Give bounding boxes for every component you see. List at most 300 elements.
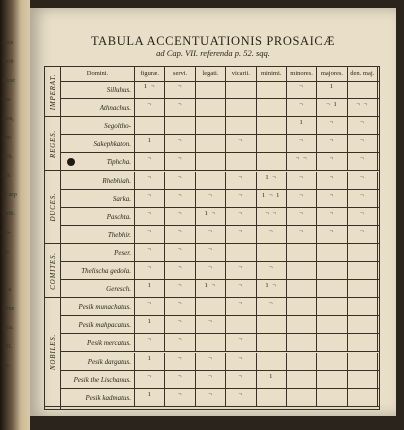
left-page-text-fragment: sbu [2, 97, 11, 103]
accent-mark: ¬ [359, 191, 365, 199]
left-page-text-fragment: VII. [2, 344, 12, 350]
accent-cell [287, 316, 317, 333]
accent-cell [196, 262, 226, 279]
accent-cell [226, 81, 256, 98]
row-name: Thebhir. [61, 226, 135, 243]
accent-cell [196, 298, 226, 315]
accent-mark: ¬ [147, 155, 153, 163]
accent-cell [226, 172, 256, 189]
accent-cell [287, 262, 317, 279]
accent-table [44, 66, 380, 410]
table-row [61, 262, 379, 280]
accent-mark: ¬ [177, 245, 183, 253]
accent-cell [287, 190, 317, 207]
accent-cell [257, 298, 287, 315]
accent-cell [135, 316, 165, 333]
accent-cell [317, 99, 347, 116]
accent-cell [135, 371, 165, 388]
accent-cell [287, 244, 317, 261]
accent-cell [165, 135, 195, 152]
accent-cell [257, 353, 287, 370]
accent-cell [226, 190, 256, 207]
accent-cell [257, 389, 287, 406]
accent-cell [226, 316, 256, 333]
accent-cell [196, 153, 226, 170]
accent-cell [135, 190, 165, 207]
accent-mark: 1 [147, 318, 152, 326]
accent-cell [165, 226, 195, 243]
accent-mark: ¬ [177, 101, 183, 109]
accent-cell [257, 117, 287, 134]
left-page-text-fragment: noce [2, 40, 14, 46]
accent-cell [226, 135, 256, 152]
group-column [45, 67, 61, 409]
accent-mark: ¬ [177, 300, 183, 308]
accent-cell [135, 81, 165, 98]
accent-cell [165, 172, 195, 189]
accent-cell [135, 280, 165, 297]
accent-mark: 1 ¬ [265, 173, 277, 181]
accent-cell [226, 371, 256, 388]
accent-cell [165, 316, 195, 333]
table-row [61, 208, 379, 226]
accent-cell [196, 99, 226, 116]
accent-cell [135, 208, 165, 225]
accent-mark: ¬ [299, 137, 304, 145]
accent-cell [196, 244, 226, 261]
accent-mark: ¬ [268, 264, 274, 271]
accent-cell [196, 389, 226, 406]
accent-cell [348, 244, 378, 261]
accent-cell [165, 244, 195, 261]
accent-mark: ¬ [208, 372, 213, 380]
accent-cell [317, 244, 347, 261]
accent-cell [226, 262, 256, 279]
accent-mark: ¬ [329, 209, 335, 217]
accent-mark: 1 ¬ [204, 282, 217, 290]
accent-cell [135, 153, 165, 170]
table-grid [61, 67, 379, 409]
accent-mark: ¬ [177, 282, 183, 290]
accent-mark: ¬ [177, 390, 183, 398]
accent-cell [257, 244, 287, 261]
accent-mark: ¬ [208, 354, 213, 362]
table-row [61, 172, 379, 190]
group-label [45, 298, 61, 407]
accent-cell [287, 172, 317, 189]
left-page-text-fragment: S. [2, 268, 7, 274]
accent-mark: ¬ [359, 155, 365, 163]
accent-cell [165, 298, 195, 315]
accent-mark: ¬ [238, 191, 244, 199]
accent-cell [348, 99, 378, 116]
accent-mark: ¬ [147, 101, 153, 109]
accent-cell [165, 81, 195, 98]
accent-mark: ¬ [238, 173, 244, 181]
group-label-text: IMPERAT. [49, 73, 57, 110]
accent-cell [196, 117, 226, 134]
accent-cell [196, 208, 226, 225]
accent-cell [257, 172, 287, 189]
accent-cell [287, 371, 317, 388]
accent-cell [287, 81, 317, 98]
accent-mark: ¬ ¬ [265, 209, 278, 217]
accent-cell [348, 135, 378, 152]
accent-cell [348, 316, 378, 333]
left-page-text-fragment: scrib [2, 59, 14, 65]
accent-mark: ¬ [299, 209, 304, 217]
accent-cell [348, 371, 378, 388]
accent-mark: 1 ¬ [143, 83, 156, 90]
accent-mark: 1 [147, 390, 152, 398]
table-row [61, 371, 379, 389]
accent-cell [196, 280, 226, 297]
accent-mark: ¬ [238, 137, 244, 145]
accent-cell [135, 389, 165, 406]
accent-cell [257, 316, 287, 333]
accent-cell [317, 389, 347, 406]
row-name: Pesik munachatus. [61, 298, 135, 315]
accent-mark: ¬ [147, 245, 153, 253]
accent-cell [287, 135, 317, 152]
accent-cell [257, 153, 287, 170]
accent-cell [165, 262, 195, 279]
accent-cell [196, 172, 226, 189]
accent-mark: ¬ [177, 372, 183, 380]
accent-cell [317, 298, 347, 315]
accent-mark: 1 ¬ [204, 209, 217, 217]
accent-cell [257, 135, 287, 152]
accent-cell [226, 334, 256, 351]
accent-cell [165, 334, 195, 351]
accent-cell [348, 117, 378, 134]
accent-mark: ¬ [147, 264, 153, 271]
table-row [61, 99, 379, 117]
accent-cell [226, 226, 256, 243]
table-header-row [61, 67, 379, 82]
row-name: Sarka. [61, 190, 135, 207]
accent-cell [135, 298, 165, 315]
accent-cell [287, 226, 317, 243]
table-subtitle: ad Cap. VII. referenda p. 52. sqq. [156, 48, 270, 58]
accent-mark: ¬ [299, 101, 304, 109]
accent-cell [226, 280, 256, 297]
accent-mark: 1 ¬ [265, 282, 277, 290]
accent-cell [317, 81, 347, 98]
accent-cell [348, 81, 378, 98]
accent-cell [317, 371, 347, 388]
group-label-text: COMITES. [49, 251, 57, 290]
accent-cell [226, 244, 256, 261]
row-name: Pesik mercatus. [61, 334, 135, 351]
table-row [61, 81, 379, 99]
accent-mark: ¬ [147, 336, 153, 344]
accent-mark: ¬ [147, 300, 153, 308]
accent-mark: ¬ [208, 318, 213, 326]
table-row [61, 334, 379, 352]
accent-mark: ¬ [177, 155, 183, 163]
accent-mark: ¬ [359, 119, 365, 127]
table-page [30, 8, 396, 416]
accent-cell [317, 353, 347, 370]
accent-cell [196, 81, 226, 98]
accent-mark: ¬ [238, 264, 244, 271]
accent-mark: ¬ [238, 336, 244, 344]
header-column: minores. [287, 67, 317, 81]
accent-mark: ¬ [177, 191, 183, 199]
left-page-text-fragment: n voc [2, 78, 16, 84]
accent-cell [317, 334, 347, 351]
left-page-text-fragment: iben, [2, 116, 14, 122]
group-label-text: DUCES. [49, 192, 57, 222]
accent-cell [348, 262, 378, 279]
accent-mark: ¬ ¬ [295, 155, 308, 163]
accent-mark: ¬ [177, 336, 183, 344]
accent-cell [226, 99, 256, 116]
table-row [61, 244, 379, 262]
accent-cell [196, 226, 226, 243]
accent-mark: ¬ [329, 119, 335, 127]
accent-mark: ¬ [208, 264, 213, 271]
table-row [61, 226, 379, 244]
accent-cell [226, 208, 256, 225]
header-domini: Domini. [61, 67, 135, 81]
header-column: servi. [165, 67, 195, 81]
accent-cell [165, 99, 195, 116]
accent-mark: ¬ [147, 173, 153, 181]
left-page-text-fragment: ferne [2, 306, 15, 312]
accent-cell [165, 389, 195, 406]
accent-mark: 1 [147, 354, 152, 362]
table-row [61, 353, 379, 371]
accent-mark: ¬ [147, 191, 153, 199]
accent-cell [317, 172, 347, 189]
left-page-text-fragment: Lix [2, 173, 11, 179]
left-page-text-fragment: ba- [2, 249, 10, 255]
accent-cell [135, 262, 165, 279]
group-label [45, 117, 61, 171]
left-page-text-fragment: jam [2, 135, 11, 141]
table-row [61, 153, 379, 171]
left-page-text-fragment: Evib. [2, 211, 15, 217]
header-column: den. maj. [348, 67, 378, 81]
accent-cell [226, 298, 256, 315]
header-column: vicarii. [226, 67, 256, 81]
row-name: Sakephkaton. [61, 135, 135, 152]
accent-cell [348, 353, 378, 370]
accent-cell [196, 190, 226, 207]
accent-cell [135, 172, 165, 189]
accent-mark: ¬ [359, 173, 365, 181]
accent-cell [165, 280, 195, 297]
row-name: Geresch. [61, 280, 135, 297]
accent-mark: ¬ [177, 209, 183, 217]
accent-cell [317, 316, 347, 333]
accent-mark: ¬ ¬ [356, 101, 369, 109]
accent-mark: ¬ [177, 83, 183, 90]
accent-mark: ¬ [208, 191, 213, 199]
row-name: Pesik kadmatus. [61, 389, 135, 406]
accent-mark: ¬ [268, 300, 274, 308]
accent-mark: 1 [147, 282, 152, 290]
accent-cell [196, 371, 226, 388]
accent-mark: ¬ [238, 227, 244, 235]
row-name: Rhebhiah. [61, 172, 135, 189]
table-row [61, 135, 379, 153]
accent-cell [165, 190, 195, 207]
accent-cell [226, 117, 256, 134]
accent-cell [348, 334, 378, 351]
accent-mark: 1 [269, 372, 274, 380]
accent-cell [317, 190, 347, 207]
row-name: Thelischa gedola. [61, 262, 135, 279]
accent-mark: ¬ [177, 264, 183, 271]
row-name: Pesik dargatus. [61, 353, 135, 370]
accent-cell [135, 226, 165, 243]
accent-cell [317, 262, 347, 279]
accent-mark: ¬ [329, 227, 335, 235]
group-label-text: NOBILES. [49, 333, 57, 371]
accent-mark: ¬ [208, 390, 213, 398]
accent-mark: ¬ [299, 191, 304, 199]
left-page-text-fragment: 3 ca. [2, 325, 14, 331]
row-name: Silluhus. [61, 81, 135, 98]
accent-cell [165, 371, 195, 388]
accent-cell [317, 280, 347, 297]
table-row [61, 298, 379, 316]
accent-mark: ¬ [329, 173, 335, 181]
accent-cell [348, 208, 378, 225]
accent-cell [348, 153, 378, 170]
accent-mark: ¬ [238, 354, 244, 362]
accent-cell [226, 389, 256, 406]
accent-mark: ¬ [238, 300, 244, 308]
accent-cell [135, 117, 165, 134]
accent-cell [257, 226, 287, 243]
accent-cell [257, 262, 287, 279]
table-row [61, 117, 379, 135]
accent-cell [317, 153, 347, 170]
accent-mark: ¬ [177, 318, 183, 326]
accent-cell [165, 353, 195, 370]
accent-mark: ¬ [238, 372, 244, 380]
accent-mark: ¬ [329, 137, 335, 145]
accent-cell [135, 353, 165, 370]
accent-cell [196, 135, 226, 152]
row-name: Peser. [61, 244, 135, 261]
left-page-text-fragment: Co- [2, 230, 11, 236]
accent-mark: ¬ [177, 137, 183, 145]
table-row [61, 316, 379, 334]
accent-cell [287, 280, 317, 297]
row-name: Segoltho- [61, 117, 135, 134]
accent-mark: ¬ [359, 209, 365, 217]
accent-mark: ¬ [208, 227, 213, 235]
table-row [61, 280, 379, 298]
accent-mark: ¬ [147, 209, 153, 217]
accent-cell [348, 172, 378, 189]
accent-mark: ¬ [329, 155, 335, 163]
accent-cell [135, 99, 165, 116]
accent-cell [135, 334, 165, 351]
accent-cell [287, 353, 317, 370]
accent-mark: ¬ [238, 282, 244, 290]
left-page-edge [0, 0, 30, 430]
accent-mark: ¬ [208, 245, 213, 253]
accent-cell [317, 226, 347, 243]
accent-mark: ¬ [299, 83, 304, 90]
accent-cell [257, 81, 287, 98]
accent-mark: 1 [329, 83, 335, 90]
row-name: Pesik mahpacatus. [61, 316, 135, 333]
left-page-text-fragment: lsch. [2, 154, 14, 160]
accent-mark: ¬ [359, 227, 365, 235]
accent-mark: ¬ [147, 372, 153, 380]
group-label-text: REGES. [49, 129, 57, 158]
accent-cell [287, 389, 317, 406]
row-name: Athnachus. [61, 99, 135, 116]
accent-cell [226, 153, 256, 170]
left-page-text-fragment: tio- [2, 363, 11, 369]
accent-cell [287, 334, 317, 351]
accent-cell [257, 280, 287, 297]
accent-cell [257, 334, 287, 351]
accent-cell [317, 135, 347, 152]
accent-cell [196, 334, 226, 351]
accent-mark: ¬ [177, 354, 183, 362]
accent-cell [287, 153, 317, 170]
accent-cell [165, 153, 195, 170]
table-row [61, 190, 379, 208]
accent-mark: ¬ [177, 173, 183, 181]
accent-mark: 1 [147, 137, 152, 145]
accent-cell [196, 316, 226, 333]
header-column: majores. [317, 67, 347, 81]
accent-cell [257, 190, 287, 207]
group-label [45, 67, 61, 117]
accent-mark: ¬ [177, 227, 183, 235]
accent-mark: ¬ [299, 227, 304, 235]
accent-cell [226, 353, 256, 370]
accent-cell [317, 208, 347, 225]
group-label [45, 244, 61, 298]
left-page-text-fragment: ac sep [2, 192, 17, 198]
accent-cell [287, 117, 317, 134]
accent-cell [257, 99, 287, 116]
accent-mark: ¬ [329, 191, 335, 199]
accent-cell [135, 135, 165, 152]
row-name: Tiphcha. [61, 153, 135, 170]
accent-mark: ¬ [359, 137, 365, 145]
accent-cell [165, 117, 195, 134]
accent-mark: ¬ [238, 209, 244, 217]
accent-cell [135, 244, 165, 261]
accent-mark: ¬ [299, 173, 304, 181]
row-name: Pesik the Lischanus. [61, 371, 135, 388]
accent-cell [165, 208, 195, 225]
accent-cell [287, 99, 317, 116]
accent-mark: ¬ 1 [326, 101, 338, 109]
left-page-text-fragment: S. u [2, 287, 12, 293]
accent-mark: 1 ¬ 1 [261, 191, 281, 199]
accent-mark: 1 [299, 119, 304, 127]
accent-mark: ¬ [147, 227, 153, 235]
header-column: minimi. [257, 67, 287, 81]
accent-mark: ¬ [268, 227, 274, 235]
header-column: figuræ. [135, 67, 165, 81]
accent-cell [348, 226, 378, 243]
table-row [61, 389, 379, 407]
